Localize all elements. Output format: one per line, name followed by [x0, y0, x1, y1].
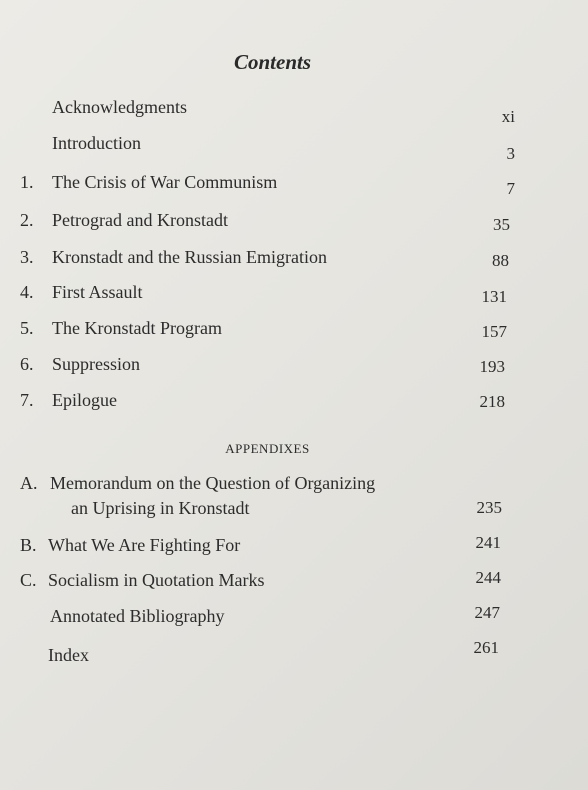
toc-entry-introduction: Introduction [52, 133, 141, 153]
appendixes-heading: APPENDIXES [225, 441, 310, 456]
chapter-number: 1. [20, 172, 34, 192]
chapter-page: 131 [481, 287, 507, 306]
appendix-letter: B. [20, 535, 37, 555]
chapter-number: 3. [20, 247, 34, 267]
toc-page-index: 261 [473, 638, 499, 657]
chapter-title: Petrograd and Kronstadt [52, 210, 228, 230]
chapter-number: 4. [20, 282, 34, 302]
appendix-letter: C. [20, 570, 37, 590]
chapter-page: 35 [493, 215, 510, 234]
chapter-title: Suppression [52, 354, 141, 374]
chapter-title: The Crisis of War Communism [52, 172, 278, 192]
page-title: Contents [233, 50, 312, 74]
chapter-page: 7 [506, 179, 515, 198]
chapter-page: 157 [481, 322, 507, 341]
chapter-title: The Kronstadt Program [52, 318, 222, 338]
appendix-title: Socialism in Quotation Marks [48, 570, 265, 590]
toc-page-acknowledgments: xi [501, 107, 515, 126]
toc-entry-bibliography: Annotated Bibliography [50, 606, 225, 626]
appendix-page: 235 [476, 498, 502, 517]
appendix-letter: A. [20, 473, 38, 493]
appendix-page: 241 [475, 533, 501, 552]
chapter-page: 218 [479, 392, 505, 411]
toc-entry-acknowledgments: Acknowledgments [52, 97, 187, 117]
chapter-number: 5. [20, 318, 34, 338]
chapter-title: First Assault [52, 282, 143, 302]
appendix-title: What We Are Fighting For [48, 535, 241, 555]
chapter-page: 88 [492, 251, 509, 270]
chapter-title: Kronstadt and the Russian Emigration [52, 247, 327, 267]
appendix-title-line1: Memorandum on the Question of Organizing [50, 473, 376, 493]
appendix-title-line2: an Uprising in Kronstadt [71, 498, 250, 518]
toc-entry-index: Index [48, 645, 89, 665]
chapter-number: 6. [20, 354, 34, 374]
appendix-page: 244 [475, 568, 501, 587]
chapter-number: 2. [20, 210, 34, 230]
toc-page-bibliography: 247 [474, 603, 500, 622]
chapter-title: Epilogue [52, 390, 117, 410]
chapter-number: 7. [20, 390, 34, 410]
toc-page-introduction: 3 [506, 144, 515, 163]
chapter-page: 193 [479, 357, 505, 376]
